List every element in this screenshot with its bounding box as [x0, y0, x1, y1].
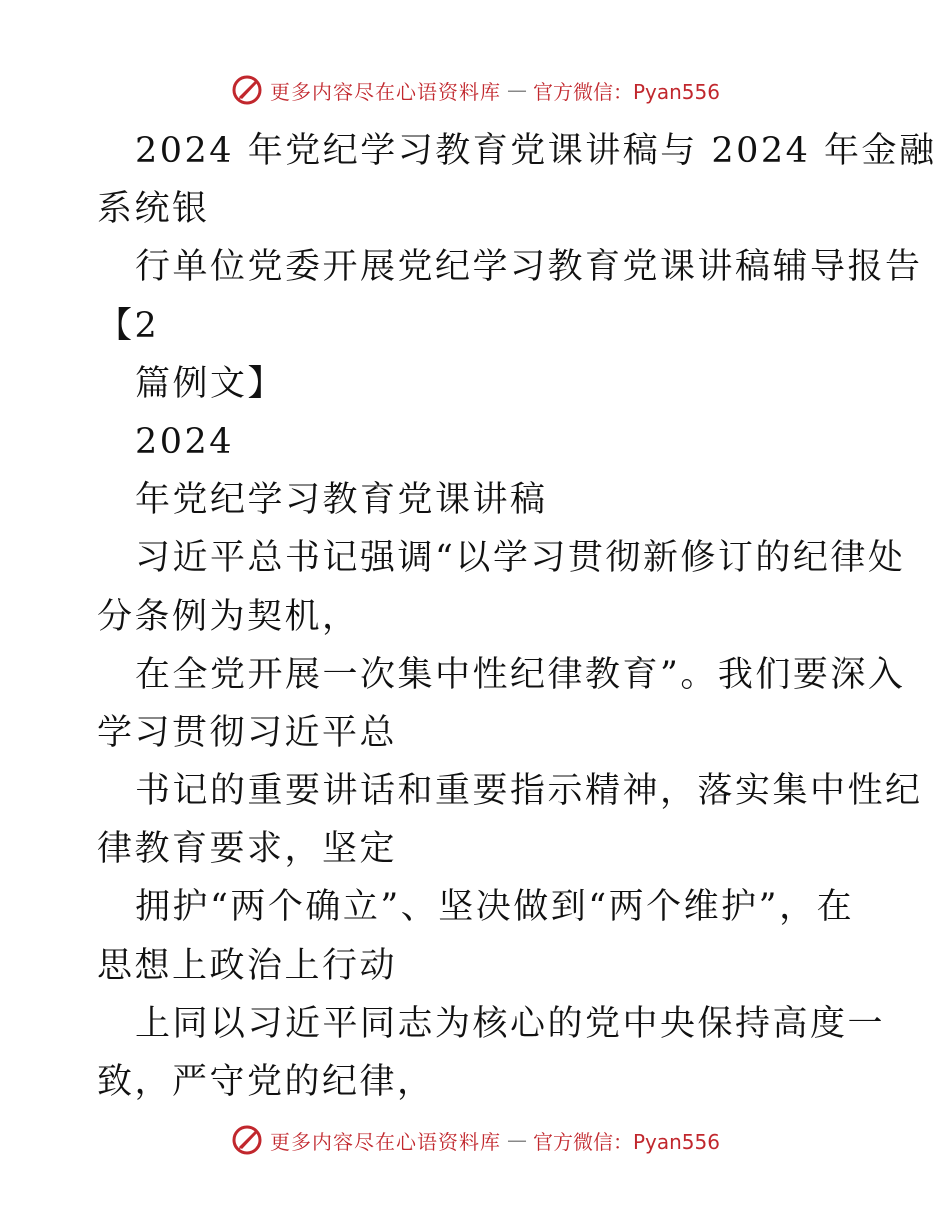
watermark-dash: — [506, 78, 527, 102]
watermark-dash: — [506, 1128, 527, 1152]
document-line: 书记的重要讲话和重要指示精神，落实集中性纪 [135, 771, 923, 812]
watermark-contact: 官方微信：Pyan556 [532, 1129, 720, 1154]
document-line: 年党纪学习教育党课讲稿 [135, 480, 548, 521]
watermark-header [0, 70, 950, 110]
document-line: 习近平总书记强调“以学习贯彻新修订的纪律处 [135, 538, 906, 579]
document-line: 思想上政治上行动 [97, 945, 398, 986]
document-line: 致，严守党的纪律， [97, 1062, 435, 1102]
document-line: 拥护“两个确立”、坚决做到“两个维护”，在 [135, 887, 855, 928]
document-line: 学习贯彻习近平总 [97, 712, 398, 753]
watermark-brand: 更多内容尽在心语资料库 [269, 79, 501, 104]
watermark-footer [0, 1120, 950, 1160]
document-line: 【2 [97, 305, 160, 346]
document-line: 分条例为契机， [97, 596, 360, 637]
quill-circle-icon [230, 73, 264, 107]
watermark-brand: 更多内容尽在心语资料库 [269, 1129, 501, 1154]
document-line: 系统银 [97, 189, 210, 230]
document-line: 上同以习近平同志为核心的党中央保持高度一 [135, 1003, 886, 1044]
document-line: 2024 [135, 421, 235, 462]
document-line: 律教育要求，坚定 [97, 829, 398, 870]
watermark-contact: 官方微信：Pyan556 [532, 79, 720, 104]
quill-circle-icon [230, 1123, 264, 1157]
document-line: 2024 年党纪学习教育党课讲稿与 2024 年金融 [135, 131, 937, 171]
document-line: 篇例文】 [135, 363, 286, 404]
document-body [97, 122, 937, 1111]
document-line: 在全党开展一次集中性纪律教育”。我们要深入 [135, 654, 906, 695]
document-line: 行单位党委开展党纪学习教育党课讲稿辅导报告 [135, 247, 923, 288]
